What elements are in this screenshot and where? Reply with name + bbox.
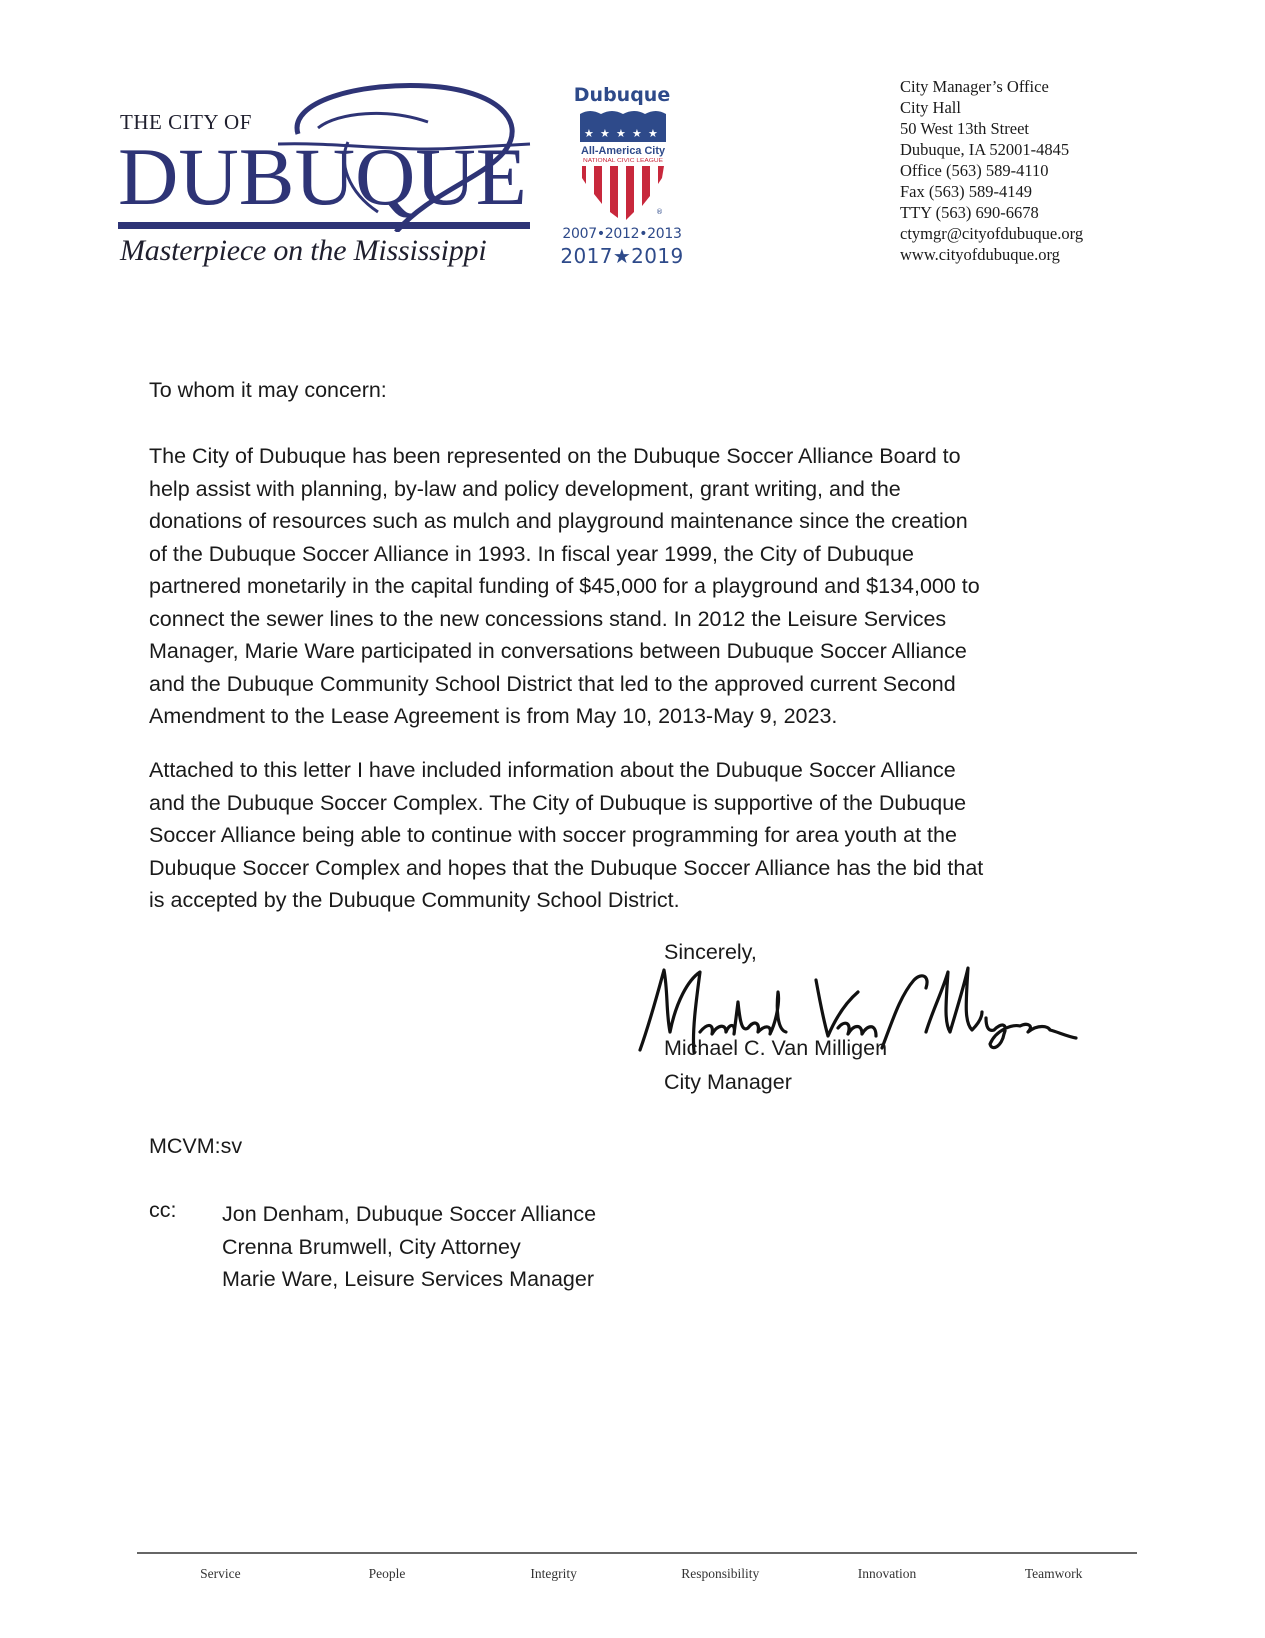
cc-recipient: Jon Denham, Dubuque Soccer Alliance	[222, 1202, 597, 1226]
signer-title: City Manager	[664, 1070, 792, 1094]
paragraph-line: of the Dubuque Soccer Alliance in 1993. In fiscal year 1999, the City of Dubuque	[149, 541, 914, 566]
svg-text:★: ★	[600, 127, 610, 140]
paragraph-line: donations of resources such as mulch and playground maintenance since the creation	[149, 509, 968, 533]
city-of-dubuque-logo	[118, 82, 538, 282]
footer-values	[137, 1566, 1137, 1582]
address-fax: Fax (563) 589-4149	[900, 182, 1032, 201]
shield-icon	[580, 108, 666, 226]
address-city-state-zip: Dubuque, IA 52001-4845	[900, 140, 1070, 159]
paragraph-line: help assist with planning, by-law and policy development, grant writing, and the	[149, 476, 901, 501]
svg-text:®: ®	[656, 208, 663, 216]
cc-label: cc:	[149, 1198, 177, 1222]
address-tty: TTY (563) 690-6678	[900, 203, 1039, 222]
address-block	[900, 76, 1083, 265]
cc-recipient: Crenna Brumwell, City Attorney	[222, 1234, 521, 1259]
cc-recipients	[222, 1198, 596, 1296]
svg-text:★: ★	[616, 127, 626, 140]
badge-title: Dubuque	[573, 84, 671, 106]
paragraph-line: Soccer Alliance being able to continue with soccer programming for area youth at the	[149, 823, 957, 847]
paragraph-1	[149, 440, 980, 733]
logo-tagline: Masterpiece on the Mississippi	[120, 234, 487, 267]
svg-text:★: ★	[584, 127, 594, 140]
paragraph-line: and the Dubuque Community School District that led to the approved current Second	[149, 671, 956, 696]
footer-value-integrity: Integrity	[530, 1566, 577, 1581]
reference-initials: MCVM:sv	[149, 1134, 243, 1158]
paragraph-2	[149, 754, 983, 917]
footer-value-teamwork: Teamwork	[1024, 1566, 1083, 1581]
address-street: 50 West 13th Street	[900, 119, 1029, 138]
footer-value-innovation: Innovation	[857, 1566, 917, 1581]
paragraph-line: partnered monetarily in the capital funding of $45,000 for a playground and $134,000 to	[149, 574, 980, 598]
svg-text:★: ★	[648, 127, 658, 140]
badge-years-line1: 2007•2012•2013	[562, 226, 682, 242]
paragraph-line: Dubuque Soccer Complex and hopes that the Dubuque Soccer Alliance has the bid that	[149, 855, 984, 880]
badge-years-line2: 2017★2019	[560, 244, 684, 268]
footer-value-service: Service	[200, 1566, 241, 1581]
paragraph-line: Manager, Marie Ware participated in conversations between Dubuque Soccer Alliance	[149, 639, 967, 663]
paragraph-line: Attached to this letter I have included information about the Dubuque Soccer Alliance	[149, 758, 956, 782]
cc-recipient: Marie Ware, Leisure Services Manager	[222, 1267, 595, 1291]
all-america-city-badge	[558, 84, 686, 274]
paragraph-line: Amendment to the Lease Agreement is from May 10, 2013-May 9, 2023.	[149, 704, 838, 728]
paragraph-line: The City of Dubuque has been represented on the Dubuque Soccer Alliance Board to	[149, 444, 961, 468]
signer-name: Michael C. Van Milligen	[664, 1036, 888, 1060]
footer-divider	[137, 1552, 1137, 1554]
paragraph-line: connect the sewer lines to the new concessions stand. In 2012 the Leisure Services	[149, 606, 947, 631]
address-office: City Manager’s Office	[900, 77, 1049, 96]
address-office-phone: Office (563) 589-4110	[900, 161, 1049, 180]
footer-value-people: People	[368, 1566, 406, 1581]
svg-text:★: ★	[632, 127, 642, 140]
address-email[interactable]: ctymgr@cityofdubuque.org	[900, 224, 1084, 243]
paragraph-line: is accepted by the Dubuque Community School District.	[149, 888, 680, 912]
address-website[interactable]: www.cityofdubuque.org	[900, 245, 1060, 264]
svg-text:NATIONAL CIVIC LEAGUE: NATIONAL CIVIC LEAGUE	[583, 158, 664, 164]
closing: Sincerely,	[664, 940, 757, 964]
logo-the-city-of: THE CITY OF	[120, 110, 252, 134]
svg-text:All-America City: All-America City	[581, 145, 666, 157]
footer-value-responsibility: Responsibility	[681, 1566, 760, 1581]
logo-wordmark: DUBUQUE	[118, 131, 527, 222]
paragraph-line: and the Dubuque Soccer Complex. The City of Dubuque is supportive of the Dubuque	[149, 790, 967, 815]
salutation: To whom it may concern:	[149, 378, 387, 402]
logo-underline	[118, 222, 530, 229]
address-building: City Hall	[900, 98, 961, 117]
